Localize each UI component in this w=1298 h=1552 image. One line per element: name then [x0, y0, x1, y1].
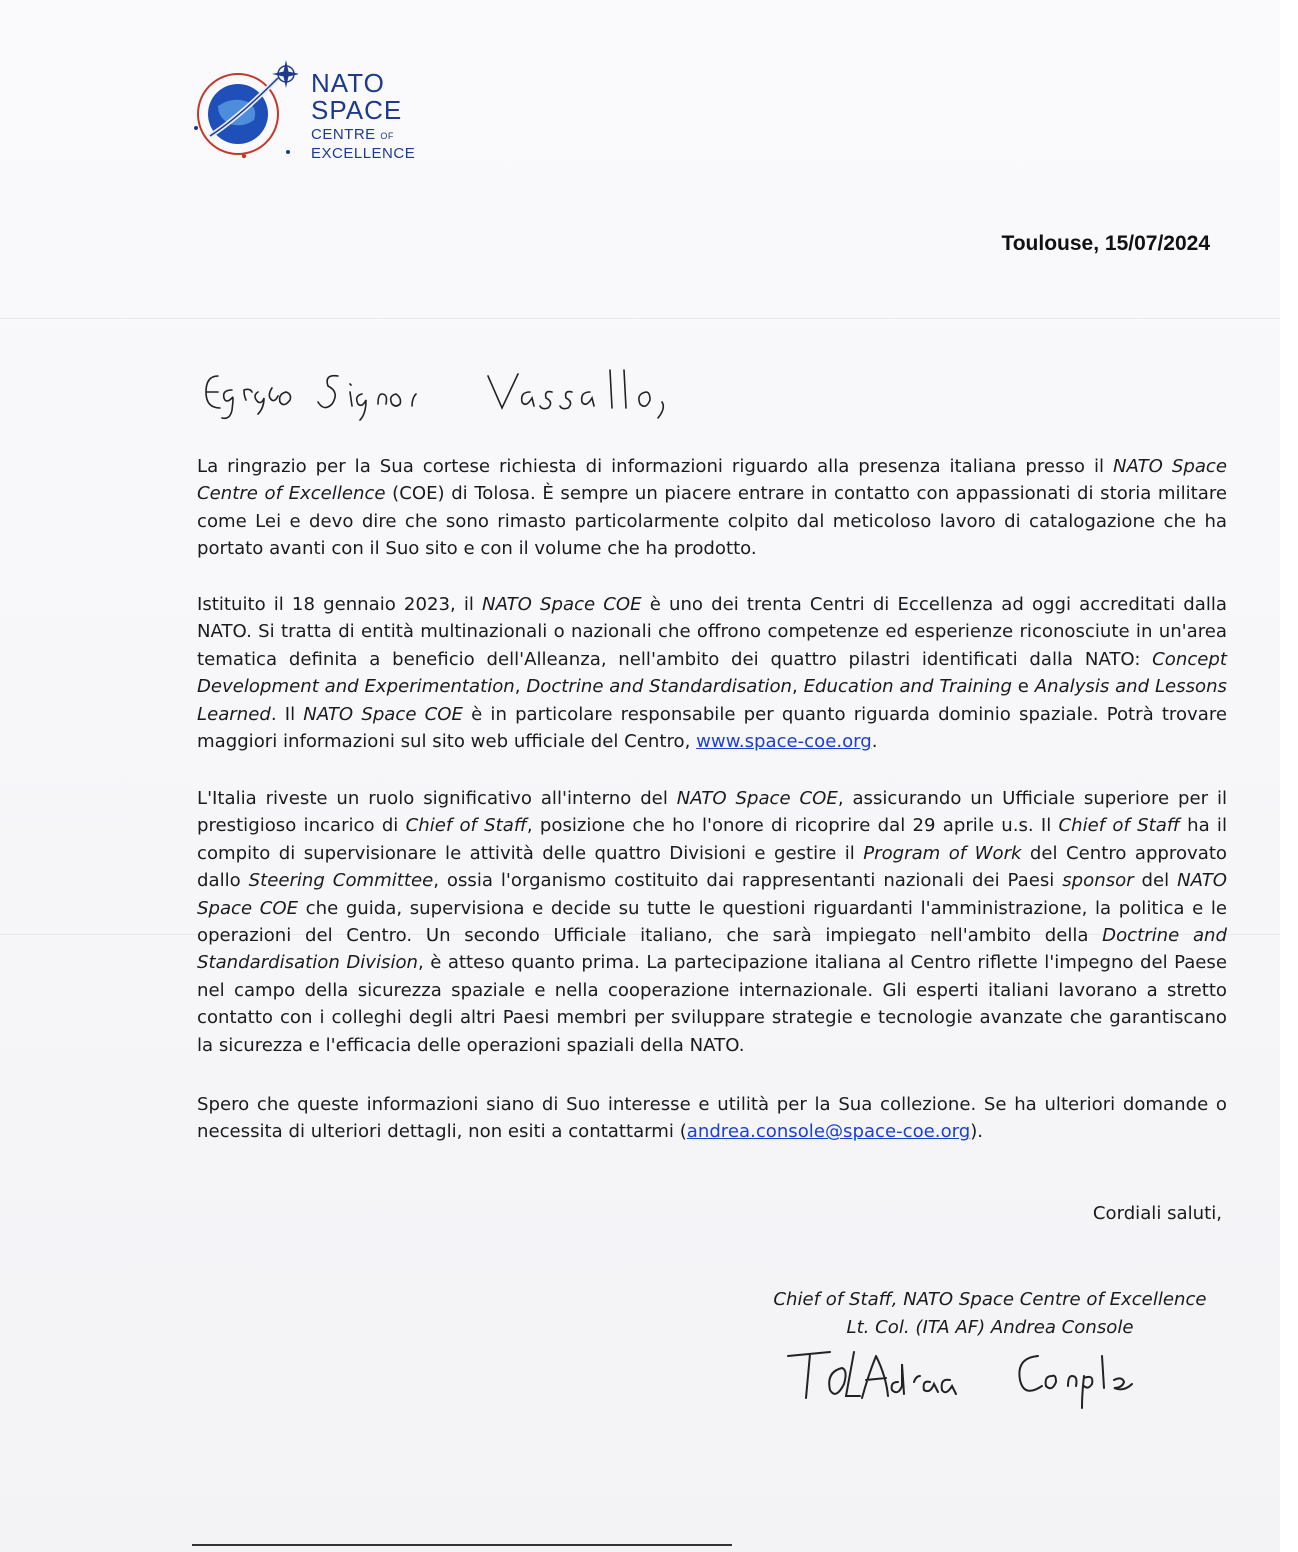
logo-space: SPACE: [311, 95, 403, 125]
handwritten-salutation: [200, 362, 720, 432]
logo-nato: NATO: [311, 68, 385, 98]
closing-salutation: Cordiali saluti,: [1092, 1203, 1222, 1224]
bottom-rule: [192, 1544, 732, 1546]
paragraph-1: La ringrazio per la Sua cortese richiesta di informazioni riguardo alla presenza italiana presso il NATO Space Centre of Excellence (COE) di Tolosa. È sempre un piacere entrare in contatto con appassionati di storia militare come Lei e devo dire che sono rimasto particolarmente colpito dal meticoloso lavoro di catalogazione che ha portato avanti con il Suo sito e con il volume che ha prodotto.: [197, 456, 1228, 560]
signatory-title: Chief of Staff, NATO Space Centre of Excellence: [773, 1289, 1207, 1310]
paper-fold-line: [0, 318, 1280, 319]
signatory-name: Lt. Col. (ITA AF) Andrea Console: [846, 1317, 1134, 1338]
paragraph-4: Spero che queste informazioni siano di Suo interesse e utilità per la Sua collezione. Se ha ulteriori domande o necessita di ulteriori dettagli, non esiti a contattarmi (andrea.console@space-coe.org).: [197, 1094, 1227, 1143]
email-link[interactable]: andrea.console@space-coe.org: [686, 1121, 971, 1143]
handwritten-signature: [780, 1342, 1150, 1414]
logo-wordmark: [311, 70, 415, 161]
logo-excellence: EXCELLENCE: [311, 145, 416, 162]
letter-date: Toulouse, 15/07/2024: [1001, 232, 1210, 255]
scan-margin: [1280, 0, 1298, 1552]
signature-block: [760, 1286, 1220, 1342]
paragraph-2: Istituito il 18 gennaio 2023, il NATO Space COE è uno dei trenta Centri di Eccellenza ad oggi accreditati dalla NATO. Si tratta di entità multinazionali o nazionali che offrono competenze ed esperienze riconosciute in un'area tematica definita a beneficio dell'Alleanza, nell'ambito dei quattro pilastri identificati dalla NATO: Concept Development and Experimentation, Doctrine and Standardisation, Education and Training e Analysis and Lessons Learned. Il NATO Space COE è in particolare responsabile per quanto riguarda dominio spaziale. Potrà trovare maggiori informazioni sul sito web ufficiale del Centro, www.space-coe.org.: [197, 594, 1227, 753]
globe-orbit-icon: [188, 56, 298, 166]
paragraph-3: L'Italia riveste un ruolo significativo all'interno del NATO Space COE, assicurando un Ufficiale superiore per il prestigioso incarico di Chief of Staff, posizione che ho l'onore di ricoprire dal 29 aprile u.s. Il Chief of Staff ha il compito di supervisionare le attività delle quattro Divisioni e gestire il Program of Work del Centro approvato dallo Steering Committee, ossia l'organismo costituito dai rappresentanti nazionali dei Paesi sponsor del NATO Space COE che guida, supervisiona e decide su tutte le questioni riguardanti l'amministrazione, la politica e le operazioni del Centro. Un secondo Ufficiale italiano, che sarà impiegato nell'ambito della Doctrine and Standardisation Division, è atteso quanto prima. La partecipazione italiana al Centro riflette l'impegno del Paese nel campo della sicurezza spaziale e nella cooperazione internazionale. Gli esperti italiani lavorano a stretto contatto con i colleghi degli altri Paesi membri per sviluppare strategie e tecnologie avanzate che garantiscano la sicurezza e l'efficacia delle operazioni spaziali della NATO.: [197, 788, 1228, 1056]
nato-space-coe-logo: [188, 56, 488, 176]
website-link[interactable]: www.space-coe.org: [696, 731, 872, 753]
logo-centre-of: CENTRE OF: [311, 126, 394, 143]
